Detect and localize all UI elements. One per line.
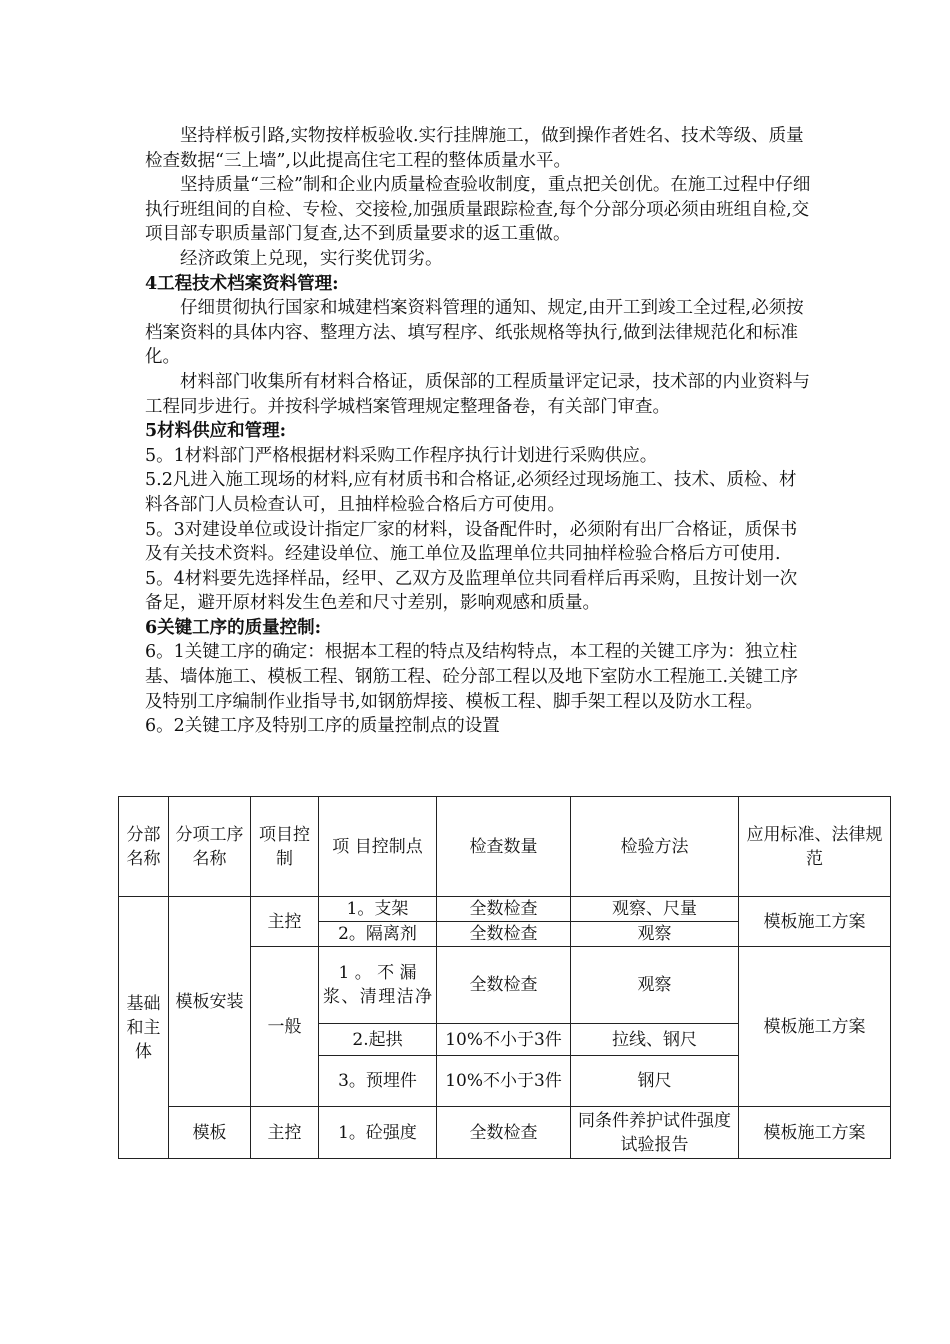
paragraph: 5.2凡进入施工现场的材料,应有材质书和合格证,必须经过现场施工、技术、质检、材料各部门人员检查认可，且抽样检验合格后方可使用。 xyxy=(145,470,797,515)
header-standard: 应用标准、法律规范 xyxy=(739,797,891,897)
header-method: 检验方法 xyxy=(571,797,739,897)
subitem-cell: 模板安装 xyxy=(169,897,251,1107)
section-heading: 6关键工序的质量控制: xyxy=(145,617,322,638)
quantity-cell: 全数检查 xyxy=(437,1107,571,1159)
paragraph: 坚持样板引路,实物按样板验收.实行挂牌施工，做到操作者姓名、技术等级、质量检查数据“三上墙”,以此提高住宅工程的整体质量水平。 xyxy=(145,126,804,171)
quantity-cell: 全数检查 xyxy=(437,922,571,947)
subitem-cell: 模板 xyxy=(169,1107,251,1159)
control-point-cell: 2.起拱 xyxy=(319,1024,437,1056)
paragraph: 5。3对建设单位或设计指定厂家的材料，设备配件时，必须附有出厂合格证，质保书及有关技术资料。经建设单位、施工单位及监理单位共同抽样检验合格后方可使用. xyxy=(145,519,798,565)
standard-cell: 模板施工方案 xyxy=(739,947,891,1107)
method-cell: 观察 xyxy=(571,947,739,1024)
table-row xyxy=(119,1107,891,1159)
method-cell: 同条件养护试件强度试验报告 xyxy=(571,1107,739,1159)
paragraph: 经济政策上兑现，实行奖优罚劣。 xyxy=(180,248,443,269)
quantity-cell: 10%不小于3件 xyxy=(437,1056,571,1107)
paragraph: 5。4材料要先选择样品，经甲、乙双方及监理单位共同看样后再采购，且按计划一次备足，避开原材料发生色差和尺寸差别，影响观感和质量。 xyxy=(145,568,798,614)
header-control: 项目控制 xyxy=(251,797,319,897)
control-point-cell: 1。支架 xyxy=(319,897,437,922)
paragraph: 6。1关键工序的确定：根据本工程的特点及结构特点，本工程的关键工序为：独立柱基、墙体施工、模板工程、钢筋工程、砼分部工程以及地下室防水工程施工.关键工序及特别工序编制作业指导书,如钢筋焊接、模板工程、脚手架工程以及防水工程。 xyxy=(145,642,799,712)
paragraph: 仔细贯彻执行国家和城建档案资料管理的通知、规定,由开工到竣工全过程,必须按档案资料的具体内容、整理方法、填写程序、纸张规格等执行,做到法律规范化和标准化。 xyxy=(145,298,804,368)
table-row xyxy=(119,897,891,922)
control-point-cell: 1 。 不 漏浆、清理洁净 xyxy=(319,947,437,1024)
section-heading: 4工程技术档案资料管理: xyxy=(145,273,339,294)
header-section: 分部名称 xyxy=(119,797,169,897)
header-subitem: 分项工序名称 xyxy=(169,797,251,897)
method-cell: 观察 xyxy=(571,922,739,947)
paragraph: 材料部门收集所有材料合格证，质保部的工程质量评定记录，技术部的内业资料与工程同步进行。并按科学城档案管理规定整理备卷，有关部门审查。 xyxy=(145,371,810,417)
method-cell: 钢尺 xyxy=(571,1056,739,1107)
standard-cell: 模板施工方案 xyxy=(739,897,891,947)
table-header-row xyxy=(119,797,891,897)
method-cell: 拉线、钢尺 xyxy=(571,1024,739,1056)
method-cell: 观察、尺量 xyxy=(571,897,739,922)
control-cell: 主控 xyxy=(251,1107,319,1159)
control-cell: 一般 xyxy=(251,947,319,1107)
control-point-cell: 2。隔离剂 xyxy=(319,922,437,947)
body-text xyxy=(145,124,813,739)
control-cell: 主控 xyxy=(251,897,319,947)
paragraph: 5。1材料部门严格根据材料采购工作程序执行计划进行采购供应。 xyxy=(145,445,658,466)
quantity-cell: 10%不小于3件 xyxy=(437,1024,571,1056)
quality-control-table xyxy=(118,796,891,1159)
paragraph: 坚持质量“三检”制和企业内质量检查验收制度，重点把关创优。在施工过程中仔细执行班组间的自检、专检、交接检,加强质量跟踪检查,每个分部分项必须由班组自检,交项目部专职质量部门复查,达不到质量要求的返工重做。 xyxy=(145,175,811,245)
table-caption: 6。2关键工序及特别工序的质量控制点的设置 xyxy=(145,716,500,737)
section-heading: 5材料供应和管理: xyxy=(145,421,287,442)
control-point-cell: 1。砼强度 xyxy=(319,1107,437,1159)
quantity-cell: 全数检查 xyxy=(437,947,571,1024)
header-control-point: 项 目控制点 xyxy=(319,797,437,897)
quantity-cell: 全数检查 xyxy=(437,897,571,922)
header-quantity: 检查数量 xyxy=(437,797,571,897)
control-point-cell: 3。预埋件 xyxy=(319,1056,437,1107)
standard-cell: 模板施工方案 xyxy=(739,1107,891,1159)
section-cell: 基础和主体 xyxy=(119,897,169,1159)
